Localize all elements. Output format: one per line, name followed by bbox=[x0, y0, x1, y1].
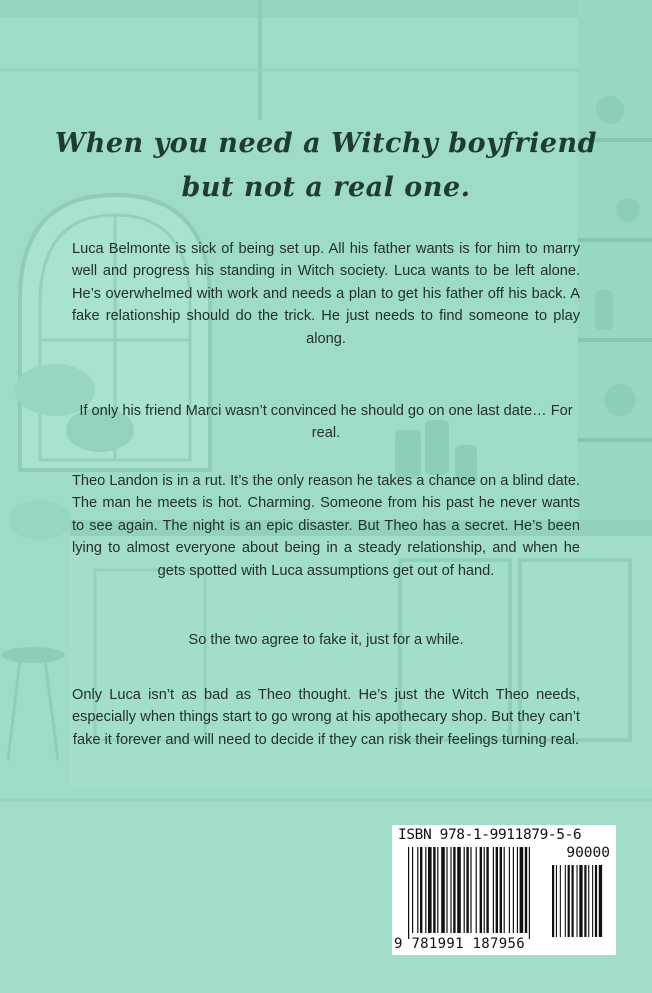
isbn-barcode bbox=[392, 825, 616, 955]
price-code: 90000 bbox=[566, 845, 610, 861]
blurb-paragraph-3: Theo Landon is in a rut. It’s the only reason he takes a chance on a blind date. The man he meets is hot. Charming. Someone from his past he never wants to see again. The night is an epic disaster. But Theo has a secret. He’s been lying to almost everyone about being in a steady relationship, and when he gets spotted with Luca assumptions get out of hand. bbox=[72, 473, 580, 579]
tagline-line-1: When you need a Witchy boyfriend bbox=[54, 128, 598, 159]
blurb-paragraph-2: If only his friend Marci wasn’t convinced he should go on one last date… For real. bbox=[79, 403, 573, 442]
isbn-number: ISBN 978-1-9911879-5-6 bbox=[398, 827, 582, 843]
ean-digits: 9 781991 187956 bbox=[394, 936, 525, 952]
blurb-paragraph-1: Luca Belmonte is sick of being set up. All his father wants is for him to marry well and progress his standing in Witch society. Luca wants to be left alone. He’s overwhelmed with work and needs a plan to get his father off his back. A fake relationship should do the trick. He just needs to find someone to play along. bbox=[72, 241, 580, 347]
tagline-line-2: but not a real one. bbox=[181, 172, 471, 203]
blurb-paragraph-5: Only Luca isn’t as bad as Theo thought. He’s just the Witch Theo needs, especially when things start to go wrong at his apothecary shop. But they can’t fake it forever and will need to decide if they can risk their feelings turning real. bbox=[72, 687, 580, 748]
blurb-paragraph-4: So the two agree to fake it, just for a while. bbox=[188, 632, 464, 648]
